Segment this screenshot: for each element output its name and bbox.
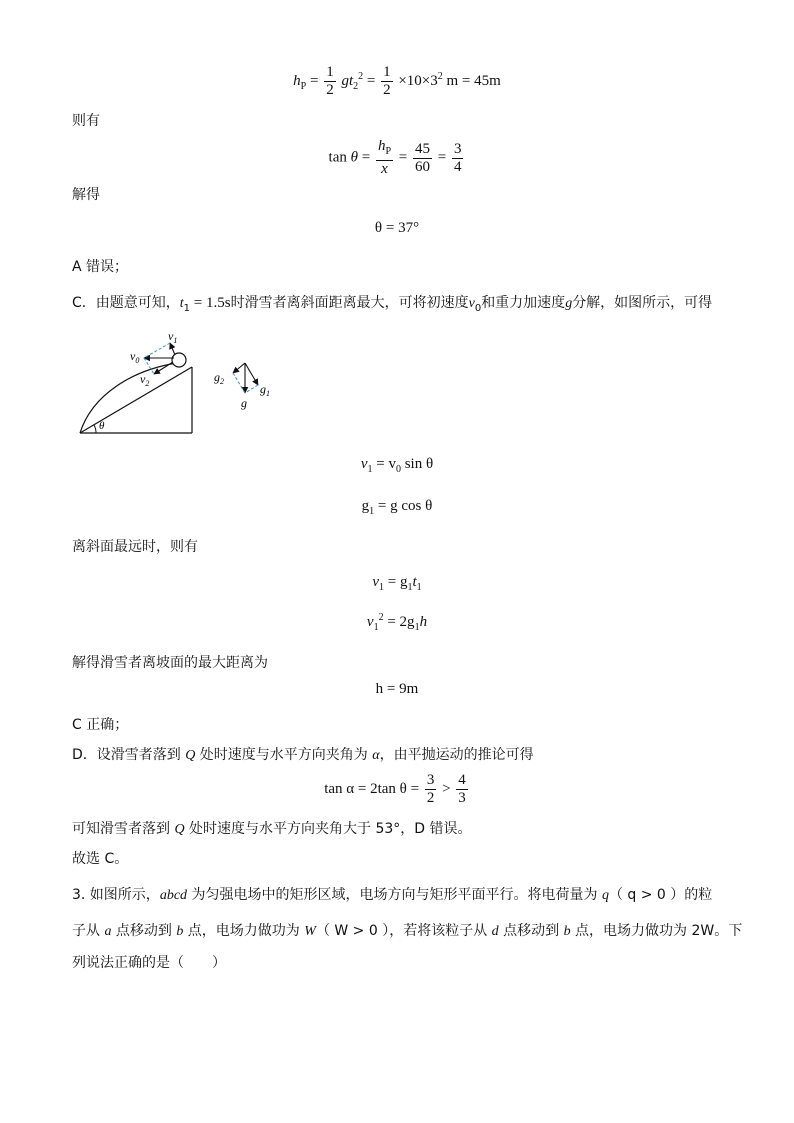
t1-value: = 1.5s — [190, 295, 231, 311]
var-g: g — [361, 498, 370, 514]
dashed-g2 — [233, 373, 245, 393]
var-g: g — [565, 296, 573, 311]
c-middle2: 和重力加速度 — [481, 295, 566, 311]
denominator: 60 — [414, 158, 430, 175]
var-h: h — [377, 138, 386, 154]
sub-0: 0 — [395, 464, 401, 475]
label-solve: 解得 — [72, 187, 100, 203]
d-conc-prefix: 可知滑雪者落到 — [72, 821, 175, 837]
fraction-hp-x — [376, 138, 393, 178]
var-x: x — [381, 161, 388, 177]
var-v: v — [372, 574, 380, 590]
equals: = — [366, 72, 376, 89]
sub-1: 1 — [183, 302, 191, 314]
d-conclusion — [72, 818, 472, 838]
sup-2: 2 — [378, 612, 384, 623]
q3-l2b: 点移动到 — [111, 923, 177, 939]
sub-1: 1 — [373, 622, 379, 633]
g1-arrow — [245, 363, 258, 385]
equation-hp — [0, 64, 794, 99]
g2-label — [214, 370, 224, 386]
q3-prefix: 3. 如图所示， — [72, 887, 160, 903]
q3-line2 — [72, 920, 742, 940]
equals: = — [398, 149, 408, 166]
denominator: 2 — [426, 790, 435, 806]
var-t: t — [348, 72, 354, 89]
numerator: 1 — [383, 64, 391, 80]
var-d: d — [491, 924, 499, 939]
var-v: v — [360, 456, 368, 472]
d-conc-suffix: 处时速度与水平方向夹角大于 53°，D 错误。 — [184, 821, 472, 837]
numerator — [376, 138, 393, 161]
mid: = g — [384, 574, 408, 590]
q3-qcond: （ q > 0 ）的粒 — [608, 887, 713, 903]
equals: = — [361, 149, 371, 166]
a-wrong: A 错误； — [72, 259, 129, 275]
v2-text: v — [140, 372, 146, 386]
label-farthest: 离斜面最远时，则有 — [72, 539, 198, 555]
g1-sub: 1 — [266, 389, 270, 398]
c-intro — [72, 292, 712, 314]
tail: sin θ — [400, 456, 434, 472]
equation-h-9m: h = 9m — [375, 681, 419, 697]
g1-text: g — [260, 382, 266, 396]
sub-1: 1 — [369, 506, 375, 517]
numerator: 1 — [326, 64, 334, 80]
angle-arc — [94, 425, 96, 433]
numerator: 3 — [453, 140, 462, 157]
times-text: ×10×3 — [398, 72, 438, 89]
g1-label — [260, 382, 270, 398]
denominator: 4 — [453, 158, 462, 175]
q3-mid: 为匀强电场中的矩形区域，电场方向与矩形平面平行。将电荷量为 — [187, 887, 602, 903]
sup-2: 2 — [358, 70, 364, 82]
equals: = — [309, 72, 319, 89]
theta-label: θ — [99, 420, 105, 432]
d-suffix: ，由平抛运动的推论可得 — [379, 747, 534, 763]
fraction-half — [324, 64, 336, 99]
numerator: 4 — [458, 772, 466, 788]
dashed-v1 — [144, 343, 170, 358]
g-label: g — [241, 396, 247, 410]
c-suffix: 分解，如图所示，可得 — [572, 295, 713, 311]
sub-1: 1 — [416, 582, 422, 593]
denominator: 2 — [326, 82, 334, 98]
q3-line1 — [72, 884, 712, 904]
var-v: v — [366, 614, 374, 630]
dashed-g1 — [245, 385, 258, 393]
var-g: g — [341, 72, 349, 89]
fraction-3-4 — [452, 141, 464, 176]
var-h: h — [293, 72, 301, 89]
var-b: b — [176, 924, 184, 939]
denominator: 3 — [458, 790, 466, 806]
result-text: m = 45m — [446, 72, 501, 89]
tan-text: tan — [328, 149, 347, 166]
equation-v1 — [0, 456, 794, 475]
equation-tan-alpha — [0, 772, 794, 807]
q3-l2a: 子从 — [72, 923, 105, 939]
v0-text: v — [130, 349, 136, 363]
equation-v1sq — [0, 612, 794, 633]
answer: 故选 C。 — [72, 851, 129, 867]
equation-tan-theta — [0, 138, 794, 178]
fraction-4-3 — [456, 772, 468, 807]
var-alpha: α — [372, 748, 380, 763]
equation-g1 — [0, 498, 794, 517]
g2-sub: 2 — [220, 377, 224, 386]
var-q: q — [601, 888, 609, 903]
equals: = — [437, 149, 447, 166]
numerator: 3 — [426, 772, 435, 788]
q3-l2d: 点移动到 — [498, 923, 564, 939]
d-mid: 处时速度与水平方向夹角为 — [195, 747, 373, 763]
v2-label — [140, 372, 149, 388]
fraction-half-2 — [381, 64, 393, 99]
sub-1: 1 — [414, 622, 420, 633]
sub-1: 1 — [407, 582, 413, 593]
tan-alpha-text: tan α = 2tan θ = — [324, 780, 420, 797]
mid: = 2g — [383, 614, 415, 630]
var-t: t — [179, 296, 184, 311]
sup-2: 2 — [437, 70, 443, 82]
denominator: 2 — [383, 82, 391, 98]
equation-theta-37: θ = 37° — [374, 220, 420, 236]
v0-sub: 0 — [135, 356, 140, 365]
d-intro — [72, 744, 534, 764]
var-w: W — [304, 924, 316, 939]
fraction-3-2 — [425, 772, 437, 807]
sub-1: 1 — [379, 582, 385, 593]
slope-diagram — [72, 325, 292, 440]
denominator — [376, 161, 393, 178]
var-theta: θ — [350, 149, 358, 166]
v1-label — [168, 329, 177, 345]
label-then: 则有 — [72, 113, 100, 129]
trajectory-curve — [80, 363, 177, 433]
var-t: t — [412, 574, 417, 590]
q3-line3: 列说法正确的是（ ） — [72, 955, 226, 971]
g2-text: g — [214, 370, 220, 384]
q3-l2e: 点，电场力做功为 2W。下 — [570, 923, 743, 939]
v2-sub: 2 — [145, 379, 150, 388]
q3-l2c: 点，电场力做功为 — [183, 923, 305, 939]
v1-sub: 1 — [173, 336, 178, 345]
label-maxdist: 解得滑雪者离坡面的最大距离为 — [72, 655, 268, 671]
rhs: = v — [372, 456, 396, 472]
sub-1: 1 — [367, 464, 373, 475]
numerator: 45 — [414, 140, 430, 157]
equation-v1-g1t1 — [0, 574, 794, 593]
sub-0: 0 — [474, 302, 482, 314]
v0-label — [130, 349, 139, 365]
var-h: h — [419, 614, 428, 630]
var-abcd: abcd — [159, 888, 188, 903]
slope-triangle — [80, 367, 192, 433]
fraction-45-60 — [413, 141, 432, 176]
skier-ball — [172, 353, 186, 367]
q3-wcond: （ W > 0 ），若将该粒子从 — [315, 923, 492, 939]
greater-than: > — [442, 780, 451, 797]
d-prefix: D．设滑雪者落到 — [72, 747, 186, 763]
c-prefix: C．由题意可知， — [72, 295, 180, 311]
rhs: = g cos θ — [374, 498, 433, 514]
var-b2: b — [563, 924, 571, 939]
c-middle: 时滑雪者离斜面距离最大，可将初速度 — [230, 295, 469, 311]
var-q: Q — [185, 748, 196, 763]
sub-p: P — [300, 80, 307, 92]
sub-2: 2 — [353, 80, 359, 92]
var-a: a — [104, 924, 112, 939]
v1-text: v — [168, 329, 174, 343]
c-correct: C 正确； — [72, 717, 129, 733]
sub-p: P — [385, 146, 392, 157]
var-q: Q — [174, 822, 185, 837]
var-v: v — [468, 296, 475, 311]
g2-arrow — [233, 363, 245, 373]
